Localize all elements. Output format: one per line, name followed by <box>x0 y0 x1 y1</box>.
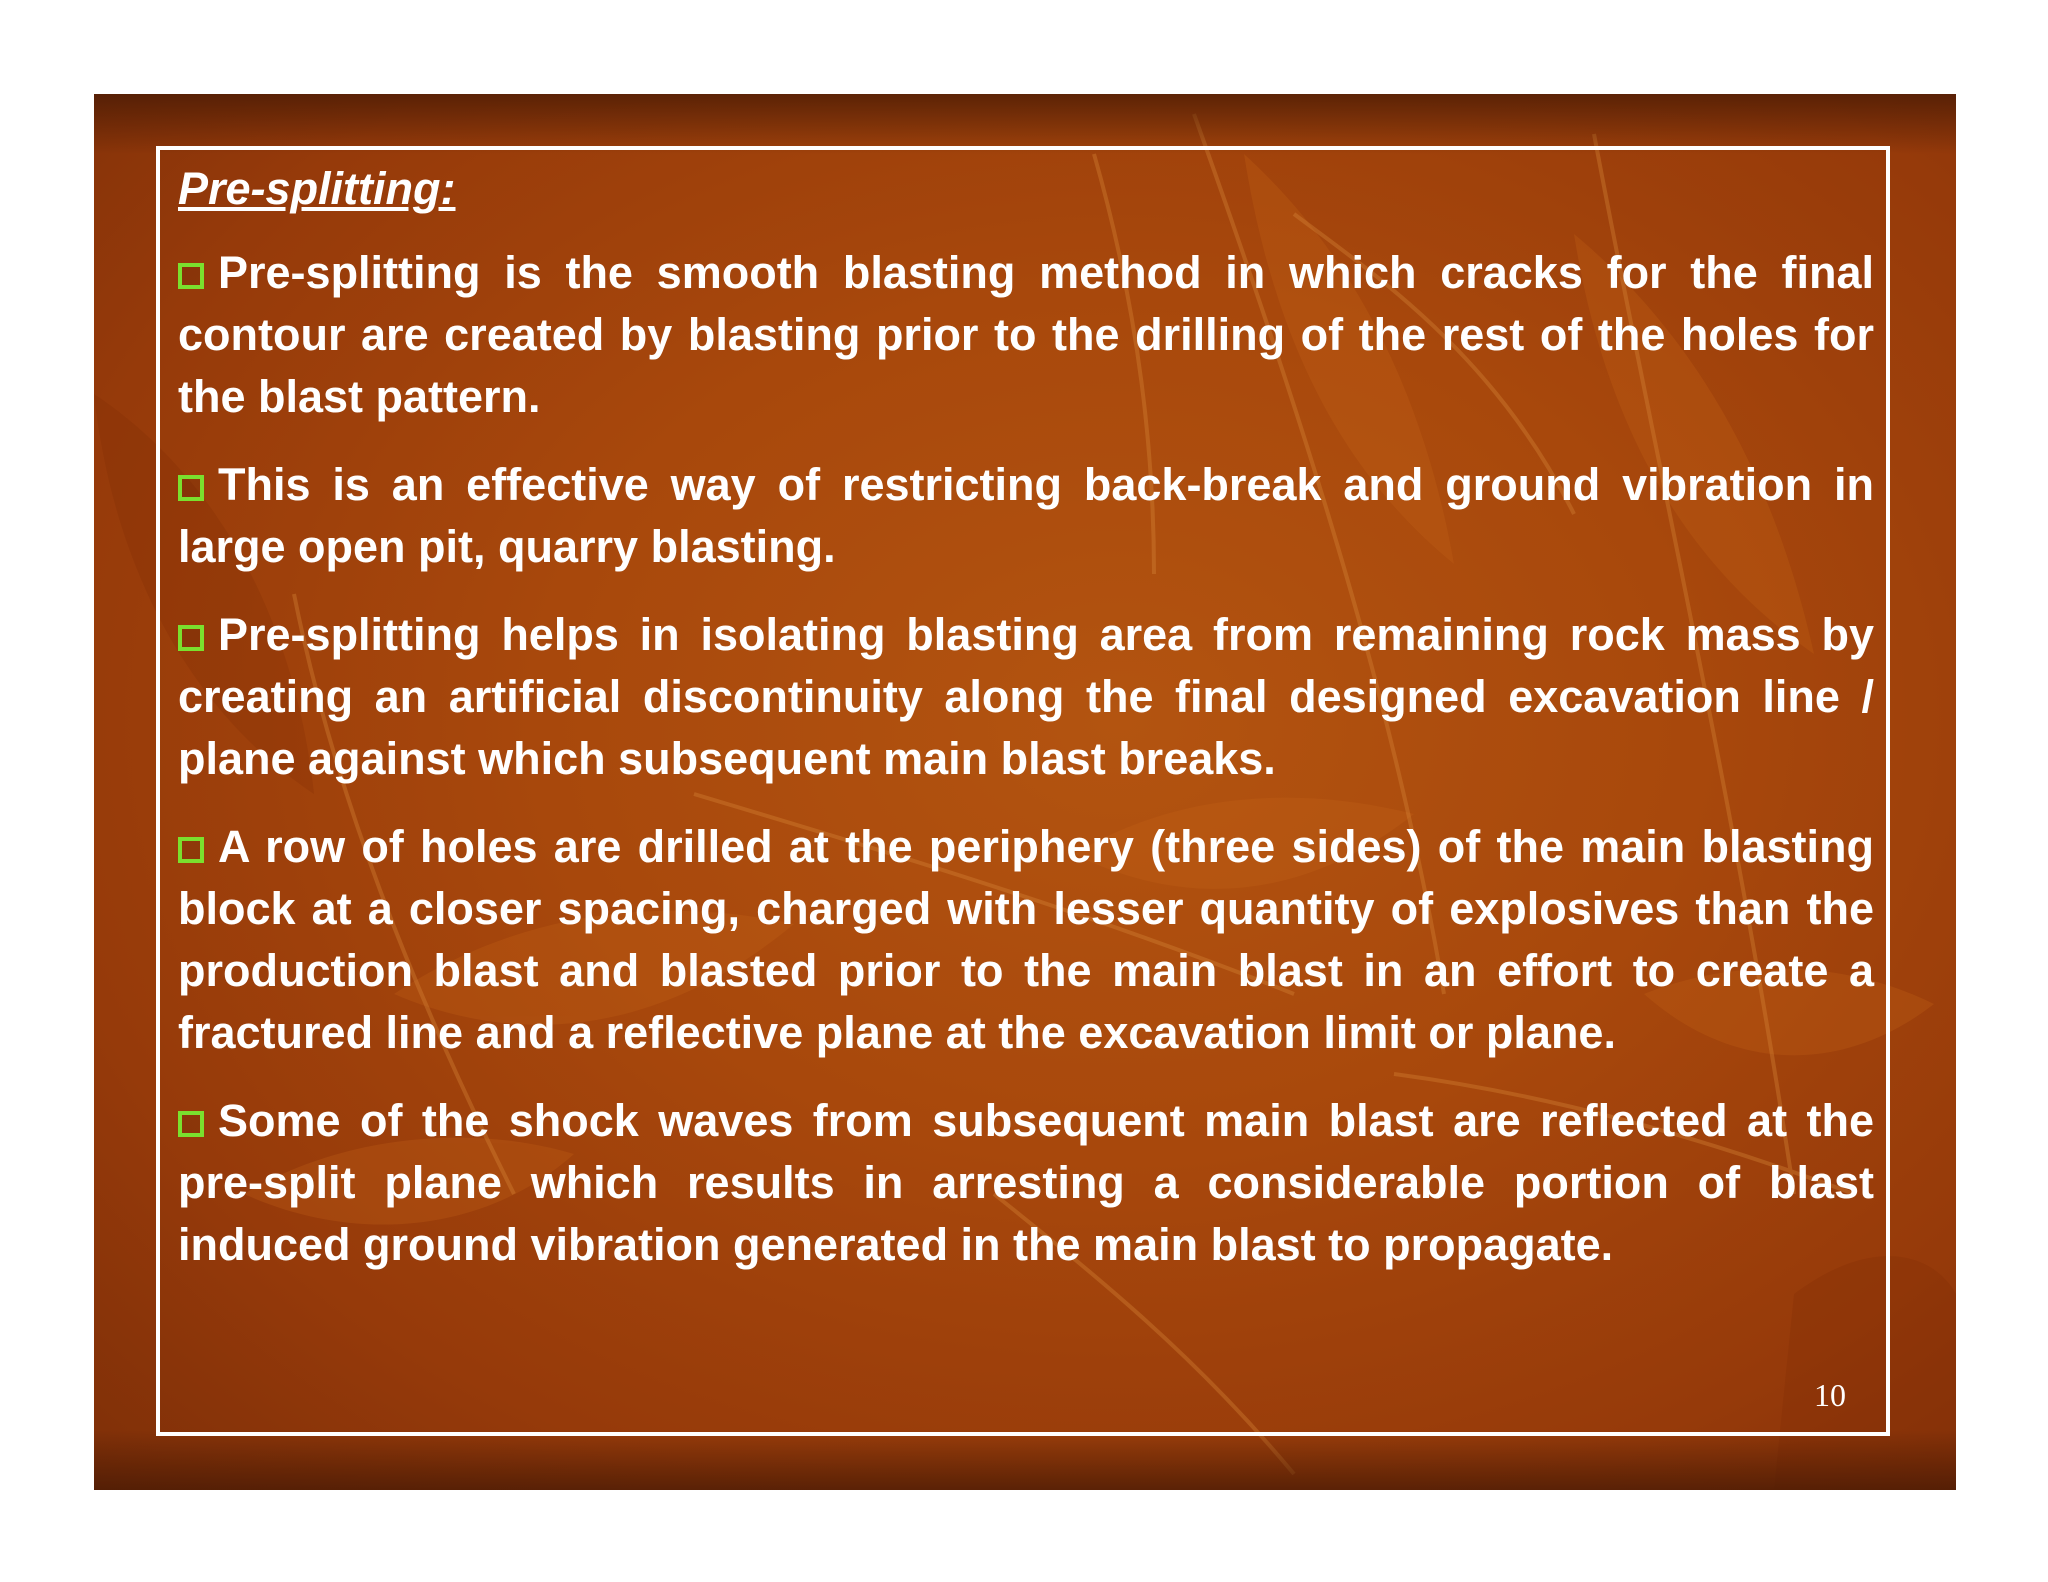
page-number: 10 <box>1814 1377 1846 1413</box>
bullet-text: Pre-splitting is the smooth blasting method in which cracks for the final contour are created by blasting prior to the drilling of the rest of the holes for the blast pattern. <box>178 247 1874 422</box>
bullet-item <box>178 454 1874 578</box>
bullet-text: Pre-splitting helps in isolating blasting area from remaining rock mass by creating an artificial discontinuity along the final designed excavation line / plane against which subsequent main blast breaks. <box>178 609 1874 784</box>
checkbox-icon <box>178 475 204 501</box>
bullet-item <box>178 816 1874 1064</box>
bullet-item <box>178 604 1874 790</box>
checkbox-icon <box>178 625 204 651</box>
slide-content <box>178 158 1874 1276</box>
checkbox-icon <box>178 837 204 863</box>
checkbox-icon <box>178 1111 204 1137</box>
bullet-text: This is an effective way of restricting back-break and ground vibration in large open pit, quarry blasting. <box>178 459 1874 572</box>
bullet-text: Some of the shock waves from subsequent main blast are reflected at the pre-split plane which results in arresting a considerable portion of blast induced ground vibration generated in the main blast to propagate. <box>178 1095 1874 1270</box>
checkbox-icon <box>178 263 204 289</box>
bullet-text: A row of holes are drilled at the periphery (three sides) of the main blasting block at a closer spacing, charged with lesser quantity of explosives than the production blast and blasted prior to the main blast in an effort to create a fractured line and a reflective plane at the excavation limit or plane. <box>178 821 1874 1058</box>
bottom-shadow <box>94 1430 1956 1490</box>
bullet-item <box>178 1090 1874 1276</box>
top-shadow <box>94 94 1956 154</box>
slide <box>94 94 1956 1490</box>
slide-heading: Pre-splitting: <box>178 163 456 214</box>
bullet-item <box>178 242 1874 428</box>
